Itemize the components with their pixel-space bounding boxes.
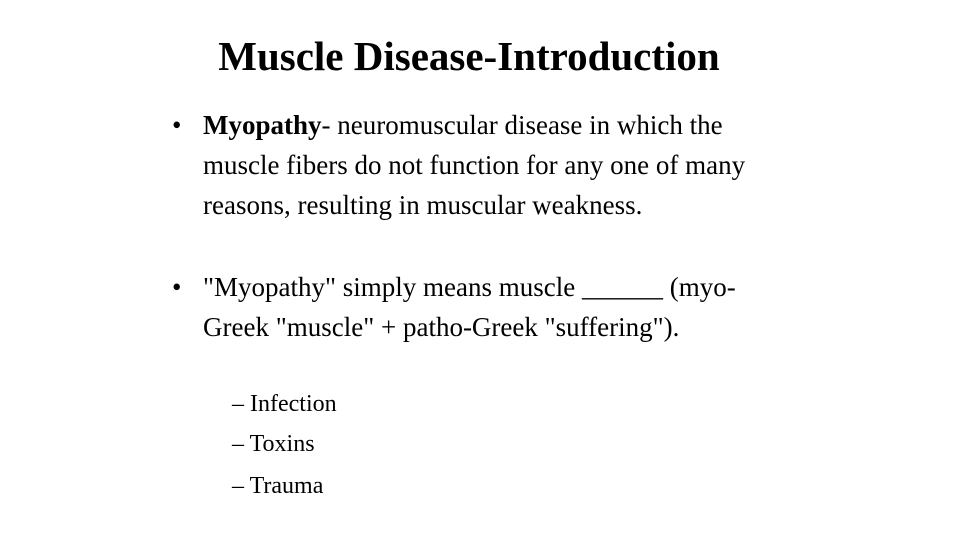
bullet-icon: • xyxy=(172,272,182,302)
sub-item-toxins: – Toxins xyxy=(232,431,315,457)
sub-item-infection: – Infection xyxy=(232,391,337,417)
bullet-text: "Myopathy" simply means muscle ______ (myo- Greek "muscle" + patho-Greek "suffering"). xyxy=(203,272,736,342)
slide-title: Muscle Disease-Introduction xyxy=(218,33,720,79)
sub-item-trauma: – Trauma xyxy=(232,473,324,499)
bullet-icon: • xyxy=(172,110,182,140)
bullet-text xyxy=(203,105,783,225)
bullet-myopathy-definition xyxy=(172,105,792,265)
definition: - neuromuscular disease in which the muscle fibers do not function for any one of many reasons, resulting in muscular weakness. xyxy=(203,110,746,220)
bullet-myopathy-meaning xyxy=(172,267,792,387)
term: Myopathy xyxy=(203,110,322,140)
